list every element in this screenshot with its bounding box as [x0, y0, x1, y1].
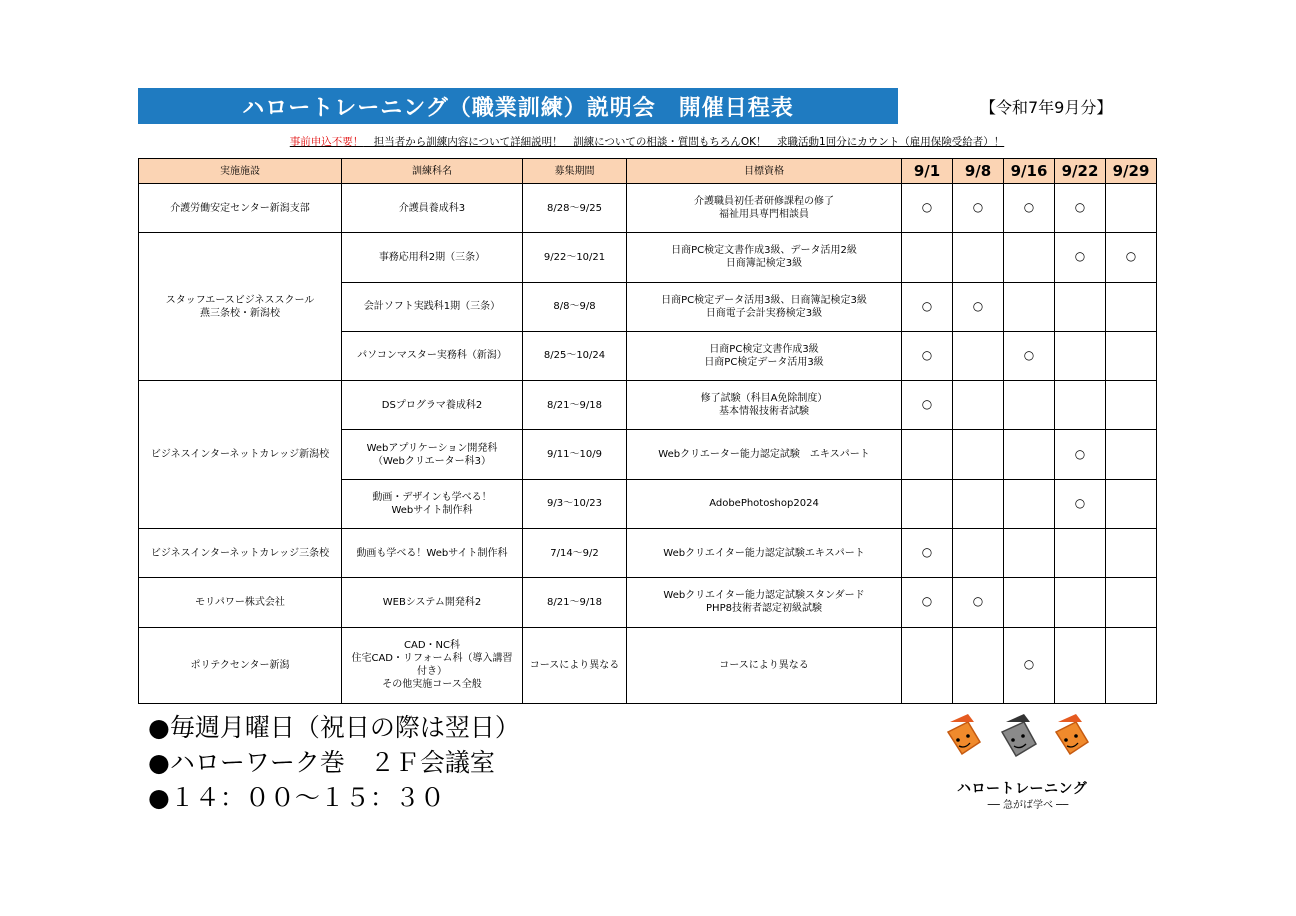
course-name: DSプログラマ養成科2 [381, 399, 483, 411]
date-cell [953, 233, 1004, 282]
date-cell [1106, 430, 1157, 479]
qualification-name: 日商PC検定文書作成3級 [709, 343, 819, 355]
course-name: Webサイト制作科 [391, 504, 473, 516]
date-cell [902, 282, 953, 331]
date-cell [953, 627, 1004, 703]
notice-line [138, 134, 1156, 149]
date-cell [1106, 528, 1157, 577]
course-name: （Webクリエーター科3） [373, 455, 491, 467]
course-cell [342, 430, 523, 479]
qualification-cell [627, 578, 902, 627]
logo-name: ハロートレーニング [957, 781, 1088, 797]
recruit-period-cell: 8/25～10/24 [523, 331, 627, 380]
session-mark: ○ [921, 298, 933, 313]
qualification-name: 日商簿記検定3級 [725, 258, 803, 270]
qualification-name: 修了試験（科目A免除制度） [700, 393, 828, 405]
date-cell [1106, 627, 1157, 703]
date-cell [1004, 528, 1055, 577]
date-cell [953, 528, 1004, 577]
date-cell [1055, 430, 1106, 479]
course-cell [342, 479, 523, 528]
course-cell [342, 184, 523, 233]
date-cell [1004, 184, 1055, 233]
recruit-period-cell: 9/11～10/9 [523, 430, 627, 479]
facility-cell [139, 528, 342, 577]
header-facility: 実施施設 [139, 159, 342, 184]
course-name: 住宅CAD・リフォーム科（導入講習 [351, 653, 513, 665]
session-mark: ○ [1023, 200, 1035, 215]
session-mark: ○ [972, 594, 984, 609]
qualification-cell [627, 479, 902, 528]
header-date: 9/16 [1004, 159, 1055, 184]
date-cell [1055, 578, 1106, 627]
facility-cell [139, 381, 342, 529]
notice-details: 担当者から訓練内容について詳細説明！ 訓練についての相談・質問もちろんOK！ 求職活動1回分にカウント（雇用保険受給者）！ [363, 136, 1005, 148]
session-mark: ○ [921, 397, 933, 412]
table-row [139, 233, 1157, 282]
facility-name: 介護労働安定センター新潟支部 [170, 202, 310, 214]
facility-name: モリパワー株式会社 [195, 596, 285, 608]
date-cell [902, 528, 953, 577]
qualification-name: Webクリエーター能力認定試験 エキスパート [658, 449, 870, 461]
header-course: 訓練科名 [342, 159, 523, 184]
course-name: 介護員養成科3 [398, 202, 466, 214]
session-mark: ○ [1023, 657, 1035, 672]
date-cell [1055, 479, 1106, 528]
qualification-cell [627, 528, 902, 577]
recruit-period-cell: 8/21～9/18 [523, 381, 627, 430]
table-row [139, 184, 1157, 233]
qualification-name: 日商PC検定データ活用3級、日商簿記検定3級 [661, 294, 867, 306]
date-cell [953, 430, 1004, 479]
course-cell [342, 233, 523, 282]
date-cell [953, 282, 1004, 331]
qualification-name: Webクリエイター能力認定試験エキスパート [663, 547, 865, 559]
facility-name: ビジネスインターネットカレッジ新潟校 [150, 449, 330, 461]
period-label: 【令和7年9月分】 [980, 98, 1113, 117]
qualification-name: Webクリエイター能力認定試験スタンダード [663, 590, 865, 602]
date-cell [1106, 233, 1157, 282]
qualification-cell [627, 627, 902, 703]
date-cell [902, 381, 953, 430]
meeting-info [148, 710, 520, 815]
session-mark: ○ [972, 298, 984, 313]
schedule-body [139, 184, 1157, 704]
course-name: パソコンマスター実務科（新潟） [357, 350, 507, 362]
date-cell [902, 627, 953, 703]
recruit-period-cell: 9/3～10/23 [523, 479, 627, 528]
date-cell [1106, 479, 1157, 528]
qualification-cell [627, 233, 902, 282]
date-cell [1106, 578, 1157, 627]
date-cell [1055, 184, 1106, 233]
session-mark: ○ [972, 200, 984, 215]
course-cell [342, 331, 523, 380]
date-cell [1055, 381, 1106, 430]
date-cell [902, 331, 953, 380]
qualification-name: 日商PC検定データ活用3級 [704, 356, 824, 368]
date-cell [953, 381, 1004, 430]
qualification-name: コースにより異なる [719, 659, 809, 671]
session-mark: ○ [1074, 200, 1086, 215]
course-name: Webアプリケーション開発科 [366, 442, 498, 454]
date-cell [1055, 282, 1106, 331]
date-cell [1055, 528, 1106, 577]
logo-tagline: ── 急がば学べ ── [987, 800, 1069, 811]
recruit-period-cell: 9/22～10/21 [523, 233, 627, 282]
qualification-cell [627, 282, 902, 331]
qualification-name: 日商電子会計実務検定3級 [705, 307, 823, 319]
date-cell [1004, 479, 1055, 528]
session-mark: ○ [1023, 347, 1035, 362]
session-mark: ○ [921, 347, 933, 362]
date-cell [953, 184, 1004, 233]
course-cell [342, 282, 523, 331]
course-name: その他実施コース全般 [382, 679, 482, 691]
facility-name: ポリテクセンター新潟 [190, 659, 290, 671]
notice-no-reservation: 事前申込不要！ [289, 136, 364, 148]
recruit-period-cell: 8/28～9/25 [523, 184, 627, 233]
table-row [139, 528, 1157, 577]
date-cell [902, 578, 953, 627]
qualification-name: 基本情報技術者試験 [719, 406, 809, 418]
course-cell [342, 381, 523, 430]
qualification-cell [627, 331, 902, 380]
header-date: 9/1 [902, 159, 953, 184]
course-name: 動画・デザインも学べる！ [372, 491, 492, 503]
facility-cell [139, 627, 342, 703]
qualification-name: 福祉用具専門相談員 [719, 209, 809, 221]
date-cell [953, 331, 1004, 380]
course-name: CAD・NC科 [404, 640, 460, 652]
date-cell [1004, 381, 1055, 430]
date-cell [1004, 282, 1055, 331]
schedule-table [138, 158, 1157, 704]
header-date: 9/29 [1106, 159, 1157, 184]
date-cell [953, 479, 1004, 528]
header-row [139, 159, 1157, 184]
table-row [139, 381, 1157, 430]
header-date: 9/22 [1055, 159, 1106, 184]
meeting-day: ●毎週月曜日（祝日の際は翌日） [148, 713, 520, 742]
qualification-name: 日商PC検定文書作成3級、データ活用2級 [671, 245, 857, 257]
course-name: 会計ソフト実践科1期（三条） [363, 301, 501, 313]
facility-name: ビジネスインターネットカレッジ三条校 [150, 547, 330, 559]
date-cell [902, 430, 953, 479]
session-mark: ○ [921, 200, 933, 215]
qualification-cell [627, 381, 902, 430]
date-cell [1106, 381, 1157, 430]
course-cell [342, 627, 523, 703]
course-name: 動画も学べる！Webサイト制作科 [356, 547, 508, 559]
table-row [139, 578, 1157, 627]
session-mark: ○ [1125, 249, 1137, 264]
recruit-period-cell: コースにより異なる [523, 627, 627, 703]
date-cell [1004, 578, 1055, 627]
recruit-period-cell: 8/8～9/8 [523, 282, 627, 331]
session-mark: ○ [921, 594, 933, 609]
date-cell [1004, 331, 1055, 380]
session-mark: ○ [921, 545, 933, 560]
date-cell [1004, 233, 1055, 282]
course-cell [342, 528, 523, 577]
course-name: WEBシステム開発科2 [382, 596, 482, 608]
qualification-name: PHP8技術者認定初級試験 [706, 603, 822, 615]
recruit-period-cell: 8/21～9/18 [523, 578, 627, 627]
session-mark: ○ [1074, 495, 1086, 510]
recruit-period-cell: 7/14～9/2 [523, 528, 627, 577]
header-date: 9/8 [953, 159, 1004, 184]
date-cell [902, 233, 953, 282]
course-name: 付き） [417, 666, 447, 678]
date-cell [1106, 331, 1157, 380]
date-cell [1004, 627, 1055, 703]
course-name: 事務応用科2期（三条） [378, 251, 486, 263]
header-period: 募集期間 [523, 159, 627, 184]
qualification-cell [627, 430, 902, 479]
session-mark: ○ [1074, 249, 1086, 264]
date-cell [953, 578, 1004, 627]
facility-name: スタッフエースビジネススクール [165, 294, 315, 306]
facility-name: 燕三条校・新潟校 [200, 307, 280, 319]
header-qualification: 目標資格 [627, 159, 902, 184]
date-cell [1106, 282, 1157, 331]
date-cell [1106, 184, 1157, 233]
table-row [139, 627, 1157, 703]
date-cell [902, 479, 953, 528]
date-cell [1055, 331, 1106, 380]
facility-cell [139, 233, 342, 381]
course-cell [342, 578, 523, 627]
facility-cell [139, 184, 342, 233]
date-cell [1055, 233, 1106, 282]
session-mark: ○ [1074, 446, 1086, 461]
qualification-name: 介護職員初任者研修課程の修了 [694, 196, 834, 208]
date-cell [1004, 430, 1055, 479]
qualification-cell [627, 184, 902, 233]
meeting-time: ●１４：００～１５：３０ [148, 783, 445, 812]
qualification-name: AdobePhotoshop2024 [709, 498, 819, 510]
logo-tagline-text: 急がば学べ [1003, 800, 1053, 811]
date-cell [1055, 627, 1106, 703]
date-cell [902, 184, 953, 233]
facility-cell [139, 578, 342, 627]
meeting-place: ●ハローワーク巻 ２Ｆ会議室 [148, 748, 495, 777]
page-title: ハロートレーニング（職業訓練）説明会 開催日程表 [138, 88, 898, 124]
